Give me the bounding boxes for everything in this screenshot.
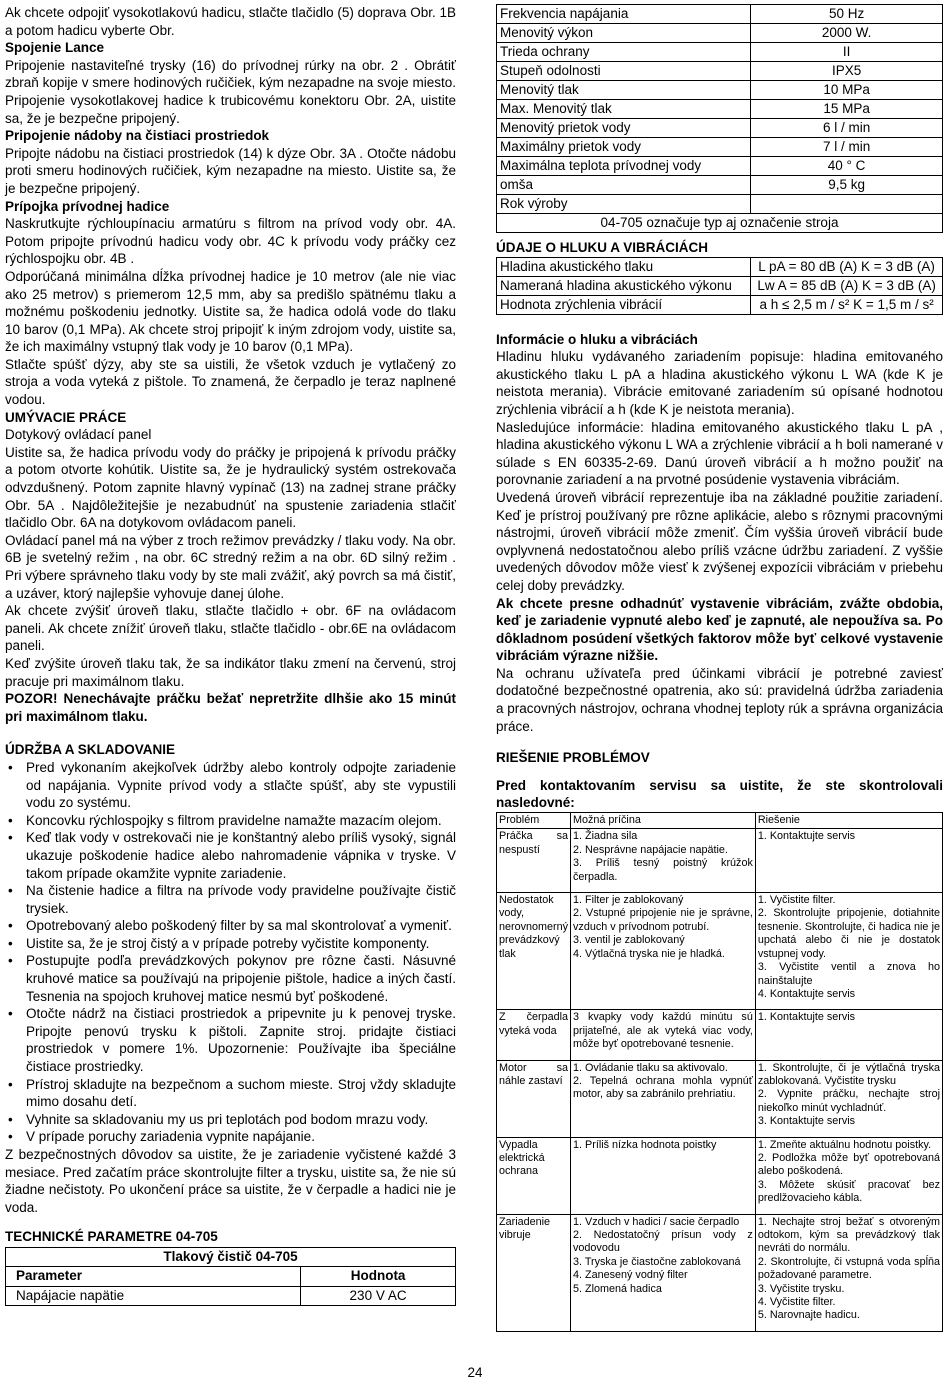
noise-value: Lw A = 85 dB (A) K = 3 dB (A): [751, 276, 943, 295]
table-row: [497, 24, 943, 43]
list-item: • Opotrebovaný alebo poškodený filter by sa mal skontrolovať a vymeniť.: [5, 917, 456, 935]
spec-label: Max. Menovitý tlak: [497, 100, 751, 119]
noise-info-text-2: Nasledujúce informácie: hladina emitovaného akustického tlaku L pA , hladina akustického výkonu L WA a zrýchlenie vibrácií a h boli namerané v súlade s EN 60335-2-69. Danú úroveň vibrácií a h možno použiť na porovnanie zariadení a na prvotné posúdenie vystavenia vibráciám.: [496, 419, 943, 488]
noise-label: Hodnota zrýchlenia vibrácií: [497, 295, 751, 314]
trouble-problem: Vypadla elektrická ochrana: [497, 1137, 571, 1214]
list-item: • Prístroj skladujte na bezpečnom a suchom mieste. Stroj vždy skladujte mimo dosahu detí.: [5, 1076, 456, 1111]
list-item: • Keď tlak vody v ostrekovači nie je konštantný alebo príliš vysoký, signál ukazuje poškodenie hadice alebo nahromadenie vápnika v tryske. V takom prípade okamžite vypnite zariadenie.: [5, 829, 456, 882]
trouble-problem: Zariadenie vibruje: [497, 1214, 571, 1331]
maintenance-list: [5, 759, 456, 1146]
list-item: • Vyhnite sa skladovaniu my us pri teplotách pod bodom mrazu vody.: [5, 1111, 456, 1129]
list-item: • Postupujte podľa prevádzkových pokynov pre rôzne časti. Násuvné kruhové matice sa používajú na pripojenie pištole, hadice a iných častí. Tesnenia na spojoch kruhovej matice nesmú byť poškodené.: [5, 952, 456, 1005]
spec-value: 7 l / min: [751, 138, 943, 157]
hose-disconnect-text: Ak chcete odpojiť vysokotlakovú hadicu, stlačte tlačidlo (5) doprava Obr. 1B a potom hadicu vyberte Obr.: [5, 5, 456, 38]
washing-subtitle: Dotykový ovládací panel: [5, 427, 152, 443]
noise-value: a h ≤ 2,5 m / s² K = 1,5 m / s²: [751, 295, 943, 314]
noise-info-text-1: Hladinu hluku vydávaného zariadením popisuje: hladina emitovaného akustického tlaku L pA a hladina akustického výkonu L WA (kde K je neistota merania). Vibrácie emitované zariadením sú opísané hodnotou zrýchlenia vibrácií a h (kde K je neistota merania).: [496, 349, 943, 417]
maintenance-title: ÚDRŽBA A SKLADOVANIE: [5, 742, 175, 758]
spec-label: Rok výroby: [497, 195, 751, 214]
spec-label: Menovitý výkon: [497, 24, 751, 43]
tech-header-value: Hodnota: [301, 1267, 456, 1287]
troubleshooting-intro: Pred kontaktovaním servisu sa uistite, že ste skontrolovali nasledovné:: [496, 777, 943, 811]
table-row: [497, 81, 943, 100]
spec-value: [751, 195, 943, 214]
spec-label: Stupeň odolnosti: [497, 62, 751, 81]
tech-header-parameter: Parameter: [6, 1267, 301, 1287]
list-item: • Na čistenie hadice a filtra na prívode vody pravidelne používajte čistič trysiek.: [5, 882, 456, 917]
noise-info-text-4: Na ochranu užívateľa pred účinkami vibrácií je potrebné zaviesť dodatočné bezpečnostné opatrenia, ako sú: pravidelná údržba zariadenia a pracovných nástrojov, ochrana vhodnej teploty rúk a správna organizácia práce.: [496, 665, 944, 734]
table-row: [497, 1137, 943, 1214]
container-title: Pripojenie nádoby na čistiaci prostriedok: [5, 128, 270, 144]
trouble-solution: 1. Zmeňte aktuálnu hodnotu poistky. 2. Podložka môže byť opotrebovaná alebo poškodená. 3. Môžete skúsiť pracovať bez predlžovacieho kábla.: [755, 1137, 942, 1214]
supply-hose-text-3: Stlačte spúšť dýzy, aby ste sa uistili, že všetok vzduch je vytlačený zo stroja a voda vyteká z pištole. To znamená, že čerpadlo je teraz naplnené vodou.: [5, 356, 456, 408]
noise-info-text-3: Uvedená úroveň vibrácií reprezentuje iba na základné použitie zariadení. Keď je prístroj používaný pre rôzne aplikácie, alebo s rôznymi pracovnými nástrojmi, úroveň vibrácií môže zmeniť. Čím vyššia úroveň vibrácií bude ovplyvnená nedostatočnou alebo príliš vzácne údržbu zariadení. Z vyššie uvedených dôvodov môže viesť k zvýšenej expozícii vibráciám v priebehu celej doby prevádzky.: [496, 489, 943, 593]
table-row: [497, 893, 943, 1010]
table-row: [497, 119, 943, 138]
spec-value: 2000 W.: [751, 24, 943, 43]
trouble-solution: 1. Kontaktujte servis: [755, 1010, 942, 1060]
table-row: [497, 100, 943, 119]
list-item: • Pred vykonaním akejkoľvek údržby alebo kontroly odpojte zariadenie od napájania. Vypnite prívod vody a stlačte spúšť, aby ste vypustili vodu zo systému.: [5, 759, 456, 812]
table-row: [497, 157, 943, 176]
warning-text: POZOR! Nenechávajte práčku bežať nepretržite dlhšie ako 15 minút pri maximálnom tlaku.: [5, 691, 456, 724]
container-text: Pripojte nádobu na čistiaci prostriedok (14) k dýze Obr. 3A . Otočte nádobu proti smeru hodinových ručičiek, kým nezapadne na miesto. Uistite sa, že je bezpečne pripojený.: [5, 145, 456, 196]
tech-cell-parameter: Napájacie napätie: [6, 1286, 301, 1306]
spec-label: omša: [497, 176, 751, 195]
trouble-solution: 1. Nechajte stroj bežať s otvoreným odtokom, kým sa prevádzkový tlak nevráti do normálu. 2. Skontrolujte, či vstupná voda spĺňa požadované parametre. 3. Vyčistite trysku. 4. Vyčistite filter. 5. Narovnajte hadicu.: [755, 1214, 942, 1331]
noise-info-title: Informácie o hluku a vibráciách: [496, 331, 698, 347]
spec-footer: 04-705 označuje typ aj označenie stroja: [497, 214, 943, 233]
right-column: [496, 4, 943, 1332]
table-row: [497, 62, 943, 81]
spec-value: 6 l / min: [751, 119, 943, 138]
trouble-header-problem: Problém: [497, 813, 571, 829]
trouble-cause: 1. Ovládanie tlaku sa aktivovalo. 2. Tepelná ochrana mohla vypnúť motor, aby sa zabránilo prehriatiu.: [571, 1060, 756, 1137]
list-item: • Uistite sa, že je stroj čistý a v prípade potreby vyčistite komponenty.: [5, 935, 456, 953]
trouble-problem: Nedostatok vody, nerovnomerný prevádzkový tlak: [497, 893, 571, 1010]
trouble-header-cause: Možná príčina: [571, 813, 756, 829]
list-item: • Koncovku rýchlospojky s filtrom pravidelne namažte mazacím olejom.: [5, 812, 456, 830]
noise-info-bold: Ak chcete presne odhadnúť vystavenie vibráciám, zvážte obdobia, keď je zariadenie vypnuté alebo keď je zapnuté, ale nepoužíva sa. Po dôkladnom posúdení všetkých faktorov môže byť celkové vystavenie vibráciám výrazne nižšie.: [496, 595, 943, 664]
page-number: 24: [467, 1365, 483, 1380]
noise-label: Hladina akustického tlaku: [497, 257, 751, 276]
supply-hose-text-2: Odporúčaná minimálna dĺžka prívodnej hadice je 10 metrov (ale nie viac ako 25 metrov) s priemerom 12,5 mm, aby sa predišlo spätnému tlaku a možnému poškodeniu jednotky. Uistite sa, že hadica odolá vode do tlaku 10 barov (0,1 MPa). Ak chcete stroj pripojiť k iným zdrojom vody, uistite sa, že ich maximálny vstupný tlak vody je 10 barov (0,1 MPa).: [5, 268, 456, 355]
table-row: [497, 5, 943, 24]
table-row: [497, 195, 943, 214]
washing-text-1: Uistite sa, že hadica prívodu vody do práčky je pripojená k prívodu práčky a potom otvorte kohútik. Uistite sa, že je hydraulický systém ostrekovača odvzdušnený. Potom zapnite hlavný vypínač (13) na zadnej strane práčky Obr. 5A . Najdôležitejšie je nezabudnúť na spustenie zariadenia stlačiť tlačidlo Obr. 6A na dotykovom ovládacom paneli.: [5, 444, 456, 531]
trouble-solution: 1. Skontrolujte, či je výtlačná tryska zablokovaná. Vyčistite trysku 2. Vypnite práčku, nechajte stroj niekoľko minút vychladnúť. 3. Kontaktujte servis: [755, 1060, 942, 1137]
noise-value: L pA = 80 dB (A) K = 3 dB (A): [751, 257, 943, 276]
tech-cell-value: 230 V AC: [301, 1286, 456, 1306]
table-row: [497, 176, 943, 195]
washing-text-3: Ak chcete zvýšiť úroveň tlaku, stlačte tlačidlo + obr. 6F na ovládacom paneli. Ak chcete znížiť úroveň tlaku, stlačte tlačidlo - obr.6E na ovládacom paneli.: [5, 603, 456, 654]
spec-label: Menovitý tlak: [497, 81, 751, 100]
spec-value: II: [751, 43, 943, 62]
trouble-solution: 1. Kontaktujte servis: [755, 829, 942, 893]
trouble-problem: Práčka sa nespustí: [497, 829, 571, 893]
spec-value: 9,5 kg: [751, 176, 943, 195]
table-row: [497, 257, 943, 276]
tech-params-table: [5, 1247, 456, 1307]
left-column: [5, 4, 456, 1306]
list-item: • V prípade poruchy zariadenia vypnite napájanie.: [5, 1128, 456, 1146]
spec-value: 15 MPa: [751, 100, 943, 119]
spec-value: IPX5: [751, 62, 943, 81]
spec-table: [496, 4, 943, 233]
list-item: • Otočte nádrž na čistiaci prostriedok a pripevnite ju k penovej tryske. Pripojte penovú trysku k pištoli. Zapnite stroj. pridajte čistiaci prostriedok v pomere 1%. Upozornenie: Používajte iba špeciálne čistiace prostriedky.: [5, 1005, 456, 1075]
supply-hose-text-1: Naskrutkujte rýchloupínaciu armatúru s filtrom na prívod vody obr. 4A. Potom pripojte prívodnú hadicu vody obr. 4C k prívodu vody práčky cez rýchlospojku obr. 4B .: [5, 216, 456, 267]
table-row: [497, 1214, 943, 1331]
washing-text-4: Keď zvýšite úroveň tlaku tak, že sa indikátor tlaku zmení na červenú, stroj pracuje pri maximálnom tlaku.: [5, 655, 456, 689]
trouble-cause: 1. Príliš nízka hodnota poistky: [571, 1137, 756, 1214]
maintenance-text: Z bezpečnostných dôvodov sa uistite, že je zariadenie vyčistené každé 3 mesiace. Pred začatím práce skontrolujte filter a trysku, uistite sa, že nie sú žiadne nečistoty. Po ukončení práce sa uistite, že v čerpadle a hadici nie je voda.: [5, 1147, 456, 1215]
spec-label: Menovitý prietok vody: [497, 119, 751, 138]
supply-hose-title: Prípojka prívodnej hadice: [5, 198, 170, 214]
noise-label: Nameraná hladina akustického výkonu: [497, 276, 751, 295]
troubleshooting-table: [496, 812, 943, 1332]
tech-table-caption: Tlakový čistič 04-705: [6, 1247, 456, 1267]
spec-value: 10 MPa: [751, 81, 943, 100]
noise-table: [496, 257, 943, 315]
trouble-cause: 1. Vzduch v hadici / sacie čerpadlo 2. Nedostatočný prísun vody z vodovodu 3. Tryska je čiastočne zablokovaná 4. Zanesený vodný filter 5. Zlomená hadica: [571, 1214, 756, 1331]
trouble-header-solution: Riešenie: [755, 813, 942, 829]
table-row: [497, 829, 943, 893]
table-row: [497, 1010, 943, 1060]
spec-label: Frekvencia napájania: [497, 5, 751, 24]
lance-title: Spojenie Lance: [5, 40, 105, 56]
trouble-cause: 1. Žiadna sila 2. Nesprávne napájacie napätie. 3. Príliš tesný poistný krúžok čerpadla.: [571, 829, 756, 893]
washing-text-2: Ovládací panel má na výber z troch režimov prevádzky / tlaku vody. Na obr. 6B je svetelný režim , na obr. 6C stredný režim a na obr. 6D silný režim . Pri výbere správneho tlaku vody by ste mali zvážiť, aký povrch sa má čistiť, a uzáver, ktorý najlepšie vyhovuje danej úlohe.: [5, 532, 456, 601]
table-row: [497, 276, 943, 295]
spec-label: Maximálna teplota prívodnej vody: [497, 157, 751, 176]
trouble-cause: 3 kvapky vody každú minútu sú prijateľné, ale ak vyteká viac vody, môže byť opotrebované tesnenie.: [571, 1010, 756, 1060]
table-row: [497, 43, 943, 62]
spec-value: 50 Hz: [751, 5, 943, 24]
tech-params-title: TECHNICKÉ PARAMETRE 04-705: [5, 1229, 218, 1245]
table-row: [497, 295, 943, 314]
trouble-problem: Z čerpadla vyteká voda: [497, 1010, 571, 1060]
spec-label: Trieda ochrany: [497, 43, 751, 62]
table-row: [497, 138, 943, 157]
lance-text: Pripojenie nastaviteľné trysky (16) do prívodnej rúrky na obr. 2 . Obrátiť zbraň kopije v smere hodinových ručičiek, kým nezapadne na svoje miesto. Pripojenie vysokotlakovej hadice k trubicovému konektoru Obr. 2A, uistite sa, že je bezpečne pripojený.: [5, 57, 456, 126]
troubleshooting-title: RIEŠENIE PROBLÉMOV: [496, 750, 650, 766]
spec-label: Maximálny prietok vody: [497, 138, 751, 157]
noise-title: ÚDAJE O HLUKU A VIBRÁCIÁCH: [496, 240, 709, 255]
trouble-solution: 1. Vyčistite filter. 2. Skontrolujte pripojenie, dotiahnite tesnenie. Skontrolujte, či hadica nie je upchatá alebo či nie je dostatok vstupnej vody. 3. Vyčistite ventil a znova ho nainštalujte 4. Kontaktujte servis: [755, 893, 942, 1010]
spec-value: 40 ° C: [751, 157, 943, 176]
washing-title: UMÝVACIE PRÁCE: [5, 409, 127, 425]
table-row: [6, 1286, 456, 1306]
trouble-problem: Motor sa náhle zastaví: [497, 1060, 571, 1137]
table-row: [497, 1060, 943, 1137]
trouble-cause: 1. Filter je zablokovaný 2. Vstupné pripojenie nie je správne, vzduch v prívodnom potrubí. 3. ventil je zablokovaný 4. Výtlačná tryska nie je hladká.: [571, 893, 756, 1010]
